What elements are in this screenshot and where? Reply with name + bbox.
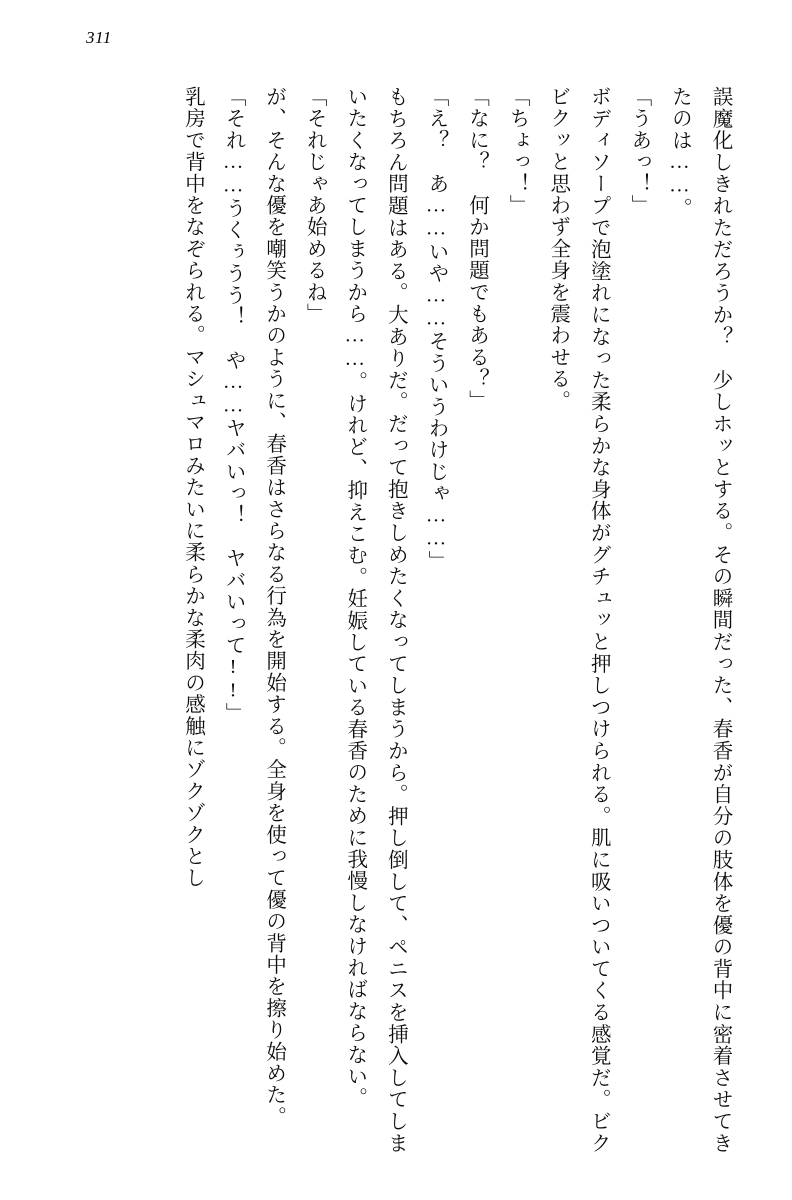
paragraph: 「ちょっ！」 xyxy=(506,86,529,217)
paragraph: 「それじゃあ始めるね」 xyxy=(303,86,326,325)
paragraph: が、そんな優を嘲笑うかのように、春香はさらなる行為を開始する。全身を使って優の背中を擦り始めた。 xyxy=(262,86,285,1128)
paragraph: 誤魔化しきれただろうか？ 少しホッとする。その瞬間だった、春香が自分の肢体を優の背中に密着させてきたのは……。 xyxy=(668,86,731,1154)
paragraph: もちろん問題はある。大ありだ。だって抱きしめたくなってしまうから。押し倒して、ペニスを挿入してしまいたくなってしまうから……。けれど、抑えこむ。妊娠している春香のために我慢しなければならない。 xyxy=(343,86,407,1154)
paragraph: ボディソープで泡塗れになった柔らかな身体がグチュッと押しつけられる。肌に吸いついてくる感覚だ。ビクビクッと思わず全身を震わせる。 xyxy=(546,86,610,1154)
paragraph: 乳房で背中をなぞられる。マシュマロみたいに柔らかな柔肉の感触にゾクゾクとし xyxy=(181,86,204,889)
paragraph: 「うあっ！」 xyxy=(627,86,650,217)
paragraph: 「なに？ 何か問題でもある？」 xyxy=(465,86,488,412)
page-number: 311 xyxy=(86,28,112,47)
paragraph: 「え？ あ……いや……そういうわけじゃ……」 xyxy=(424,86,447,573)
paragraph: 「それ……うくぅうう！ や……ヤバいっ！ ヤバいって!!」 xyxy=(222,86,245,725)
page-body-text xyxy=(52,86,740,1154)
